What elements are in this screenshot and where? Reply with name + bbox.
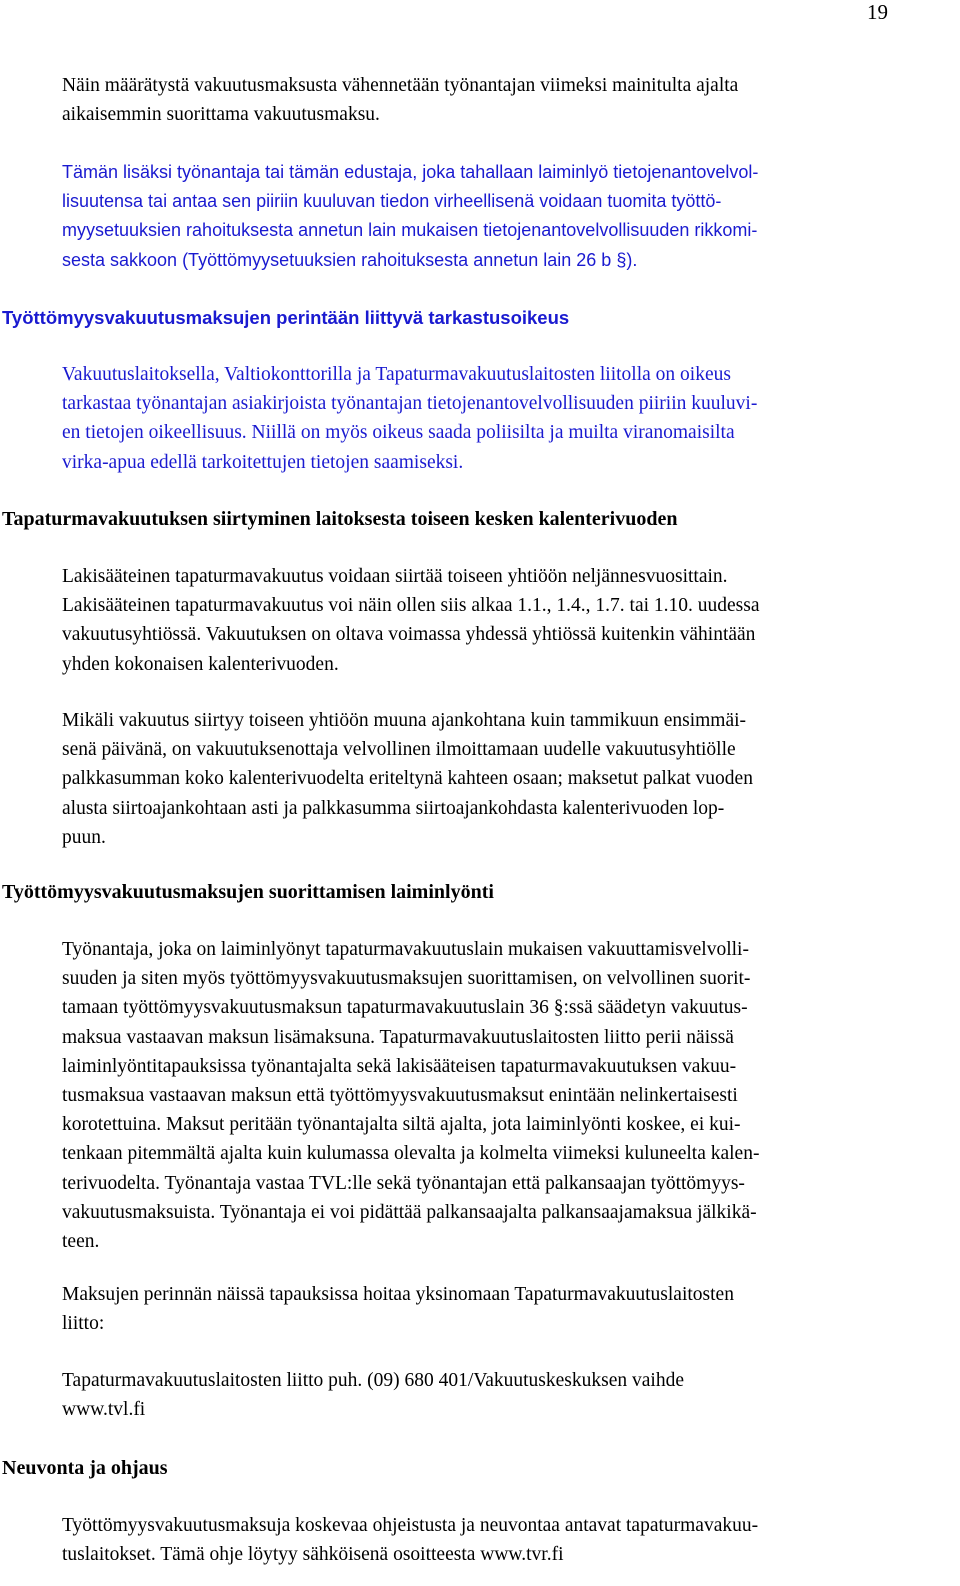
text-line: alusta siirtoajankohtaan asti ja palkkasumma siirtoajankohdasta kalenterivuoden lop-	[62, 797, 725, 819]
paragraph-contact	[62, 1366, 952, 1424]
text-line: senä päivänä, on vakuutuksenottaja velvollinen ilmoittamaan uudelle vakuutusyhtiölle	[62, 739, 736, 761]
text-line: Tapaturmavakuutuslaitosten liitto puh. (09) 680 401/Vakuutuskeskuksen vaihde	[62, 1370, 684, 1391]
text-line: terivuodelta. Työnantaja vastaa TVL:lle sekä työnantajan että palkansaajan työttömyys-	[62, 1172, 745, 1194]
text-line: Työnantaja, joka on laiminlyönyt tapaturmavakuutuslain mukaisen vakuuttamisvelvolli-	[62, 939, 749, 960]
text-line: aikaisemmin suorittama vakuutusmaksu.	[62, 104, 380, 126]
text-line: Lakisääteinen tapaturmavakuutus voi näin ollen siis alkaa 1.1., 1.4., 1.7. tai 1.10. uudessa	[62, 595, 760, 617]
paragraph-mid-year-transfer	[62, 706, 952, 852]
text-line: yhden kokonaisen kalenterivuoden.	[62, 653, 339, 675]
text-line: sesta sakkoon (Työttömyysetuuksien rahoituksesta annetun lain 26 b §).	[62, 249, 638, 270]
text-line: Tämän lisäksi työnantaja tai tämän edustaja, joka tahallaan laiminlyö tietojenantovelvol-	[62, 162, 759, 182]
paragraph-guidance	[62, 1511, 952, 1569]
text-line: myysetuuksien rahoituksesta annetun lain mukaisen tietojenantovelvollisuuden rikkomi-	[62, 220, 758, 241]
text-line: korotettuina. Maksut peritään työnantajalta siltä ajalta, jota laiminlyönti koskee, ei kui-	[62, 1114, 741, 1136]
text-line: Lakisääteinen tapaturmavakuutus voidaan siirtää toiseen yhtiöön neljännesvuosittain.	[62, 566, 728, 587]
paragraph-inspection	[62, 360, 952, 477]
text-line: tenkaan pitemmältä ajalta kuin kulumassa olevalta ja kolmelta viimeksi kuluneelta kalen-	[62, 1143, 760, 1165]
heading-inspection-right: Työttömyysvakuutusmaksujen perintään liittyvä tarkastusoikeus	[2, 307, 570, 328]
contact-website: www.tvl.fi	[62, 1399, 146, 1421]
paragraph-collection	[62, 1280, 952, 1338]
text-line: Työttömyysvakuutusmaksuja koskevaa ohjeistusta ja neuvontaa antavat tapaturmavakuu-	[62, 1515, 759, 1536]
text-line: tuslaitokset. Tämä ohje löytyy sähköisenä osoitteesta www.tvr.fi	[62, 1544, 564, 1566]
text-line: suuden ja siten myös työttömyysvakuutusmaksujen suorittamisen, on velvollinen suorit-	[62, 968, 751, 990]
text-line: palkkasumman koko kalenterivuodelta eriteltynä kahteen osaan; maksetut palkat vuoden	[62, 768, 753, 790]
text-line: maksua vastaavan maksun lisämaksuna. Tapaturmavakuutuslaitosten liitto perii näissä	[62, 1026, 734, 1048]
text-line: Vakuutuslaitoksella, Valtiokonttorilla ja Tapaturmavakuutuslaitosten liitolla on oikeus	[62, 364, 731, 385]
text-line: virka-apua edellä tarkoitettujen tietojen saamiseksi.	[62, 451, 464, 473]
text-line: vakuutusyhtiössä. Vakuutuksen on oltava voimassa yhdessä yhtiössä kuitenkin vähintään	[62, 624, 756, 646]
text-line: en tietojen oikeellisuus. Niillä on myös oikeus saada poliisilta ja muilta viranomaisilta	[62, 422, 735, 444]
text-line: tarkastaa työnantajan asiakirjoista työnantajan tietojenantovelvollisuuden piiriin kuuluvi-	[62, 393, 758, 415]
text-line: Maksujen perinnän näissä tapauksissa hoitaa yksinomaan Tapaturmavakuutuslaitosten	[62, 1284, 734, 1305]
paragraph-quarterly-transfer	[62, 562, 952, 679]
page-number: 19	[867, 0, 888, 24]
paragraph-penalty	[62, 158, 952, 275]
text-line: puun.	[62, 826, 106, 848]
text-line: liitto:	[62, 1313, 105, 1335]
heading-insurance-transfer: Tapaturmavakuutuksen siirtyminen laitoksesta toiseen kesken kalenterivuoden	[2, 508, 678, 530]
text-line: Näin määrätystä vakuutusmaksusta vähennetään työnantajan viimeksi mainitulta ajalta	[62, 75, 739, 96]
paragraph-neglect-details	[62, 935, 952, 1256]
text-line: laiminlyöntitapauksissa työnantajalta sekä lakisääteisen tapaturmavakuutuksen vakuu-	[62, 1055, 737, 1077]
text-line: Mikäli vakuutus siirtyy toiseen yhtiöön muuna ajankohtana kuin tammikuun ensimmäi-	[62, 710, 747, 731]
text-line: vakuutusmaksuista. Työnantaja ei voi pidättää palkansaajalta palkansaajamaksua jälkikä-	[62, 1201, 757, 1223]
heading-guidance: Neuvonta ja ohjaus	[2, 1457, 168, 1479]
heading-payment-neglect: Työttömyysvakuutusmaksujen suorittamisen laiminlyönti	[2, 881, 494, 903]
text-line: tusmaksua vastaavan maksun että työttömyysvakuutusmaksut enintään nelinkertaisesti	[62, 1085, 738, 1107]
text-line: tamaan työttömyysvakuutusmaksun tapaturmavakuutuslain 36 §:ssä säädetyn vakuutus-	[62, 997, 748, 1019]
text-line: lisuutensa tai antaa sen piiriin kuuluvan tiedon virheellisenä voidaan tuomita työttö-	[62, 191, 722, 212]
paragraph-deduction	[62, 71, 952, 129]
text-line: teen.	[62, 1231, 100, 1253]
